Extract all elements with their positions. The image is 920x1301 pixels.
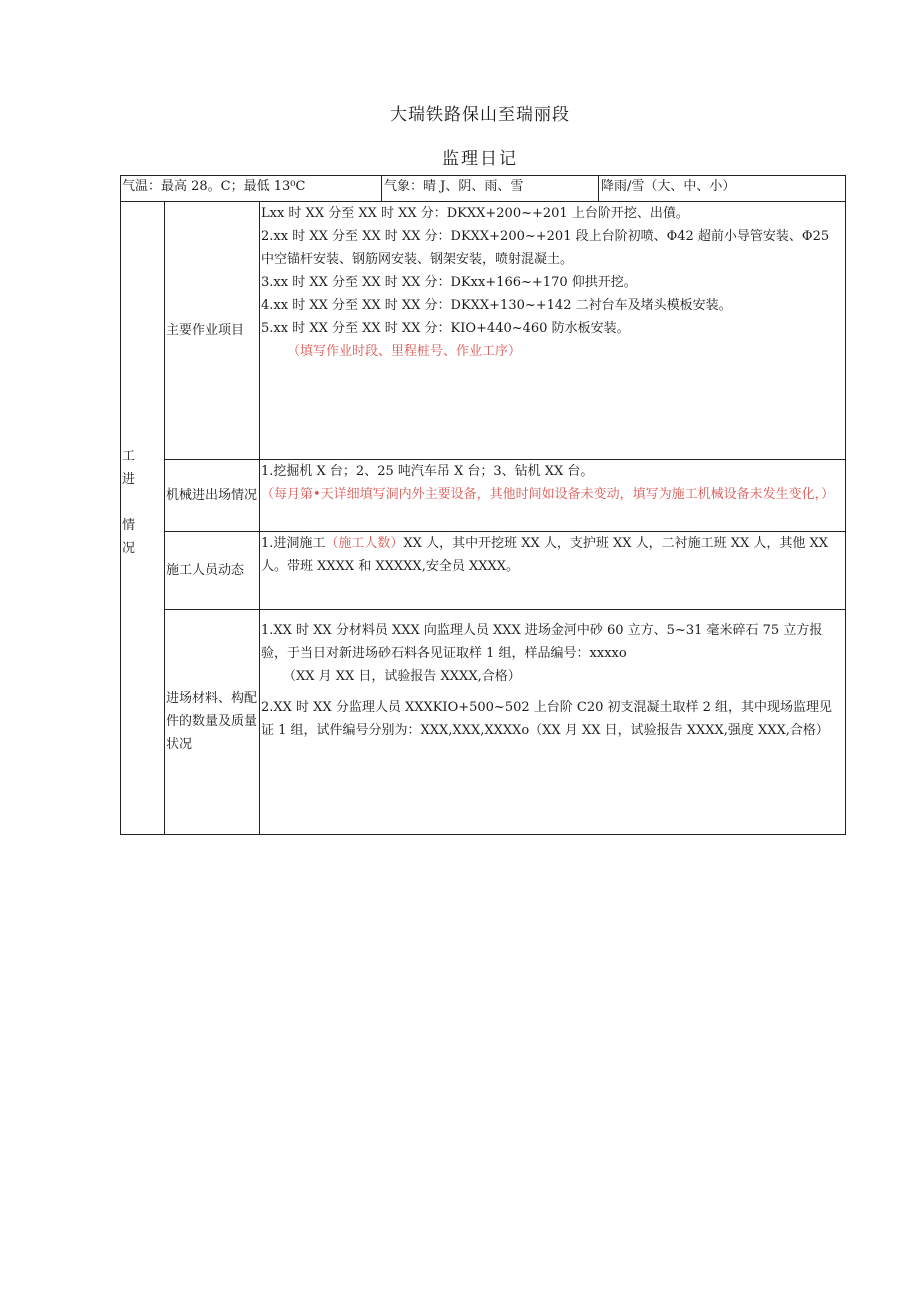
materials-label: 进场材料、构配件的数量及质量状况 [166, 691, 258, 752]
personnel-label: 施工人员动态 [166, 563, 245, 578]
work-items-content-cell [261, 202, 843, 459]
diary-form [120, 175, 845, 834]
materials-content-cell [261, 619, 843, 833]
document-title: 大瑞铁路保山至瑞丽段 [390, 105, 570, 125]
machinery-hint: （每月第•天详细填写洞内外主要设备，其他时间如设备未变动，填写为施工机械设备未发生变化，） [261, 487, 835, 502]
machinery-text: 1.挖掘机 X 台；2、25 吨汽车吊 X 台；3、钻机 XX 台。 [261, 464, 594, 479]
section-label-char: 况 [122, 541, 136, 556]
precipitation-text: 降雨/雪（大、中、小） [601, 179, 736, 194]
work-item-entry: 4.xx 时 XX 分至 XX 时 XX 分：DKXX+130~+142 二衬台车及堵头模板安装。 [261, 298, 732, 313]
personnel-text-rest: XX 人，其中开挖班 XX 人，支护班 XX 人，二衬施工班 XX 人，其他 XX 人。带班 XXXX 和 XXXXX,安全员 XXXX。 [261, 536, 829, 574]
document-subtitle: 监理日记 [442, 149, 518, 169]
temperature-cell [122, 175, 380, 201]
machinery-label-cell [166, 460, 258, 531]
section-label [122, 445, 162, 560]
divider [259, 201, 260, 834]
materials-label-cell [166, 610, 258, 833]
machinery-content-cell [261, 460, 843, 531]
divider [164, 609, 845, 610]
divider [598, 175, 599, 201]
personnel-content-cell [261, 532, 843, 609]
personnel-label-cell [166, 532, 258, 609]
precipitation-cell [601, 175, 843, 201]
materials-entry: 1.XX 时 XX 分材料员 XXX 向监理人员 XXX 进场金河中砂 60 立方、5~31 毫米碎石 75 立方报验，于当日对新进场砂石料各见证取样 1 组，样品编号：xxxxo [261, 623, 823, 661]
work-items-hint: （填写作业时段、里程桩号、作业工序） [287, 344, 522, 359]
section-label-char: 工 [122, 449, 136, 464]
materials-entry: 2.XX 时 XX 分监理人员 XXXKIO+500~502 上台阶 C20 初支混凝土取样 2 组，其中现场监理见证 1 组，试件编号分别为：XXX,XXX,XXXXo（XX 月 XX 日，试验报告 XXXX,强度 XXX,合格） [261, 700, 833, 738]
work-item-entry: Lxx 时 XX 分至 XX 时 XX 分：DKXX+200~+201 上台阶开挖、出僨。 [261, 206, 689, 221]
work-items-label: 主要作业项目 [166, 322, 245, 338]
weather-condition-cell [384, 175, 596, 201]
divider [381, 175, 382, 201]
work-item-entry: 3.xx 时 XX 分至 XX 时 XX 分：DKxx+166~+170 仰拱开挖。 [261, 275, 637, 290]
section-label-char: 情 [122, 518, 136, 533]
work-item-entry: 5.xx 时 XX 分至 XX 时 XX 分：KIO+440~460 防水板安装。 [261, 321, 630, 336]
work-items-label-cell [166, 201, 258, 459]
materials-entry: （XX 月 XX 日，试验报告 XXXX,合格） [283, 669, 521, 684]
machinery-label: 机械进出场情况 [166, 488, 258, 503]
divider [164, 201, 165, 834]
personnel-hint: （施工人数） [325, 536, 404, 551]
weather-condition-text: 气象：晴 J、阴、雨、雪 [384, 179, 524, 194]
section-label-char: 进 [122, 472, 136, 487]
work-item-entry: 2.xx 时 XX 分至 XX 时 XX 分：DKXX+200~+201 段上台阶初喷、Φ42 超前小导管安装、Φ25 中空锚杆安装、钢筋网安装、钢架安装，喷射混凝土。 [261, 229, 830, 267]
temperature-text: 气温：最高 28。C；最低 13⁰C [122, 179, 306, 194]
personnel-text-start: 1.进洞施工 [261, 536, 326, 551]
